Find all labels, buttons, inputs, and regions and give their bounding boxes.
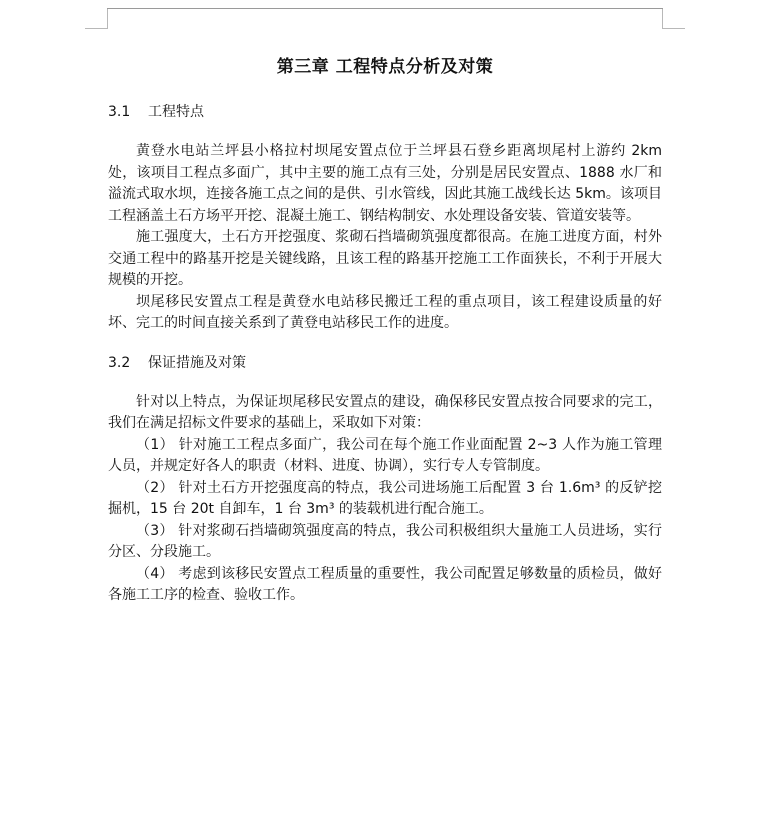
paragraph: 施工强度大，土石方开挖强度、浆砌石挡墙砌筑强度都很高。在施工进度方面，村外交通工程中的路基开挖是关键线路，且该工程的路基开挖施工工作面狭长，不利于开展大规模的开挖。 <box>108 229 662 288</box>
section-title: 工程特点 <box>148 104 204 120</box>
crop-mark-top-left <box>85 8 108 29</box>
list-item: （4） 考虑到该移民安置点工程质量的重要性，我公司配置足够数量的质检员，做好各施工工序的检查、验收工作。 <box>108 565 662 603</box>
section-title: 保证措施及对策 <box>148 354 246 371</box>
section-number: 3.1 <box>108 104 131 120</box>
chapter-title: 第三章 工程特点分析及对策 <box>276 57 494 77</box>
paragraph: 坝尾移民安置点工程是黄登水电站移民搬迁工程的重点项目，该工程建设质量的好坏、完工的时间直接关系到了黄登电站移民工作的进度。 <box>108 293 662 331</box>
paragraph: 黄登水电站兰坪县小格拉村坝尾安置点位于兰坪县石登乡距离坝尾村上游约 2km 处，该项目工程点多面广，其中主要的施工点有三处，分别是居民安置点、1888 水厂和溢流式取水坝，连接各施工点之间的是供、引水管线，因此其施工战线长达 5km。该项目工程涵盖土石方场平开挖、混凝土施工、钢结构制安、水处理设备安装、管道安装等。 <box>108 143 662 224</box>
list-item: （3） 针对浆砌石挡墙砌筑强度高的特点，我公司积极组织大量施工人员进场，实行分区、分段施工。 <box>108 522 662 560</box>
page-top-edge <box>107 8 663 9</box>
paragraph: 针对以上特点，为保证坝尾移民安置点的建设，确保移民安置点按合同要求的完工，我们在满足招标文件要求的基础上，采取如下对策： <box>108 393 662 431</box>
crop-mark-top-right <box>662 8 685 29</box>
list-item: （2） 针对土石方开挖强度高的特点，我公司进场施工后配置 3 台 1.6m³ 的反铲挖掘机，15 台 20t 自卸车，1 台 3m³ 的装载机进行配合施工。 <box>108 479 662 517</box>
section-number: 3.2 <box>108 354 131 371</box>
list-item: （1） 针对施工工程点多面广，我公司在每个施工作业面配置 2~3 人作为施工管理人员，并规定好各人的职责（材料、进度、协调），实行专人专管制度。 <box>108 436 662 474</box>
document-body <box>108 54 662 607</box>
section-heading-3-2 <box>108 353 662 373</box>
section-heading-3-1 <box>108 102 662 122</box>
